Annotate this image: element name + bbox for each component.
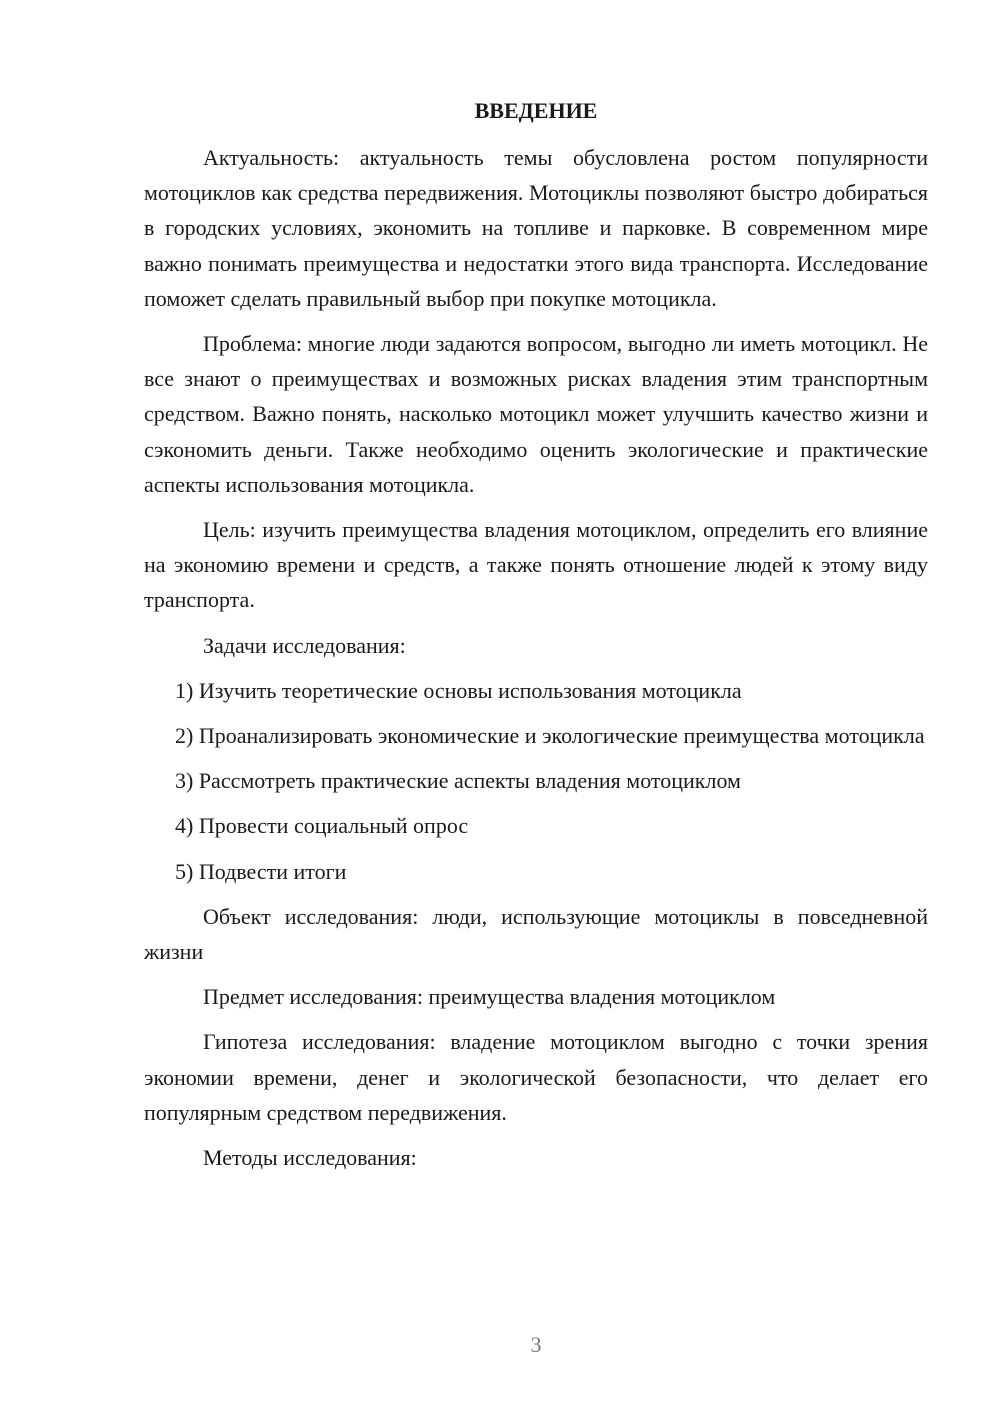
paragraph-subject: Предмет исследования: преимущества владения мотоциклом	[203, 984, 776, 1010]
paragraph-methods-heading: Методы исследования:	[203, 1145, 417, 1171]
paragraph-relevance: Актуальность: актуальность темы обусловлена ростом популярности мотоциклов как средства передвижения. Мотоциклы позволяют быстро добираться в городских условиях, экономить на топливе и парковке. В современном мире важно понимать преимущества и недостатки этого вида транспорта. Исследование поможет сделать правильный выбор при покупке мотоцикла.	[144, 145, 928, 311]
document-page	[144, 96, 928, 1185]
page-number: 3	[530, 1332, 542, 1357]
paragraph-hypothesis: Гипотеза исследования: владение мотоциклом выгодно с точки зрения экономии времени, денег и экологической безопасности, что делает его популярным средством передвижения.	[144, 1029, 928, 1125]
task-item-5: 5) Подвести итоги	[175, 858, 347, 884]
task-item-3: 3) Рассмотреть практические аспекты владения мотоциклом	[175, 768, 741, 794]
task-item-4: 4) Провести социальный опрос	[175, 813, 469, 839]
task-item-2: 2) Проанализировать экономические и экологические преимущества мотоцикла	[175, 723, 925, 749]
paragraph-problem: Проблема: многие люди задаются вопросом, выгодно ли иметь мотоцикл. Не все знают о преимуществах и возможных рисках владения этим транспортным средством. Важно понять, насколько мотоцикл может улучшить качество жизни и сэкономить деньги. Также необходимо оценить экологические и практические аспекты использования мотоцикла.	[144, 331, 928, 497]
task-item-1: 1) Изучить теоретические основы использования мотоцикла	[175, 677, 742, 703]
page-title: ВВЕДЕНИЕ	[474, 98, 598, 123]
paragraph-object: Объект исследования: люди, использующие мотоциклы в повседневной жизни	[144, 903, 928, 965]
paragraph-tasks-heading: Задачи исследования:	[203, 632, 406, 658]
paragraph-goal: Цель: изучить преимущества владения мотоциклом, определить его влияние на экономию времени и средств, а также понять отношение людей к этому виду транспорта.	[144, 517, 928, 613]
